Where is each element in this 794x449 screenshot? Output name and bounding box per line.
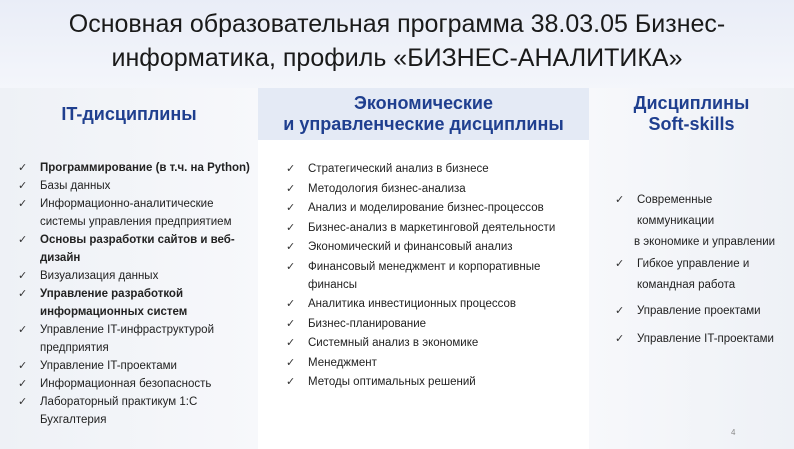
list-item: [286, 180, 586, 198]
list-item-text: [286, 354, 586, 372]
economic-header-line-2: и управленческие дисциплины: [283, 114, 564, 134]
list-item: [615, 301, 793, 322]
list-item-line: дизайн: [40, 252, 81, 264]
list-item: [286, 373, 586, 391]
list-item-text: [18, 231, 258, 267]
list-item-text: [18, 177, 258, 195]
list-item-text: [286, 238, 586, 256]
softskills-column-header: [589, 88, 794, 140]
list-item-line: информационных систем: [40, 306, 188, 318]
list-item-text: [18, 285, 258, 321]
list-item-line: Базы данных: [40, 180, 111, 192]
list-item-line: Лабораторный практикум 1:С: [40, 396, 198, 408]
check-icon: ✓: [18, 198, 28, 210]
list-item-text: [18, 375, 258, 393]
list-item: [286, 219, 586, 237]
list-item: [18, 393, 258, 429]
list-item-line: командная работа: [637, 279, 736, 291]
list-item: [18, 285, 258, 321]
softskills-header-line-2: Soft-skills: [648, 114, 735, 134]
title-line-2: информатика, профиль «БИЗНЕС-АНАЛИТИКА»: [111, 44, 683, 72]
list-item-line: Методология бизнес-анализа: [308, 182, 466, 195]
economic-disciplines-list: [286, 160, 586, 393]
list-item-line: Бизнес-анализ в маркетинговой деятельности: [308, 221, 556, 234]
check-icon: ✓: [18, 360, 28, 372]
list-item-text: [615, 254, 793, 296]
list-item-line: Управление разработкой: [40, 288, 184, 300]
check-icon: ✓: [615, 194, 625, 206]
check-icon: ✓: [286, 202, 296, 214]
list-item-text: [18, 321, 258, 357]
list-item: [286, 334, 586, 352]
list-item-text: [18, 267, 258, 285]
list-item-text: [18, 393, 258, 429]
check-icon: ✓: [18, 396, 28, 408]
list-item: [286, 258, 586, 294]
list-item-text: [286, 315, 586, 333]
check-icon: ✓: [286, 376, 296, 388]
economic-column-header: [258, 88, 589, 140]
list-item: [18, 267, 258, 285]
page-number: 4: [731, 428, 736, 437]
list-item-line: Управление IT-проектами: [637, 333, 774, 345]
list-item-line: Анализ и моделирование бизнес-процессов: [308, 202, 544, 214]
list-item: [286, 295, 586, 313]
list-item-line: Методы оптимальных решений: [308, 376, 476, 388]
check-icon: ✓: [286, 182, 296, 195]
check-icon: ✓: [286, 337, 296, 349]
list-item: [18, 321, 258, 357]
list-item: [18, 177, 258, 195]
title-line-1: Основная образовательная программа 38.03.05 Бизнес-: [68, 10, 726, 38]
check-icon: ✓: [18, 288, 28, 300]
check-icon: ✓: [286, 356, 296, 369]
list-item-text: [18, 159, 258, 177]
economic-header-line-1: Экономические: [354, 93, 493, 113]
check-icon: ✓: [18, 378, 28, 390]
list-item-text: [286, 334, 586, 352]
softskills-list: [615, 190, 793, 350]
list-item: [18, 357, 258, 375]
list-item-text: [286, 295, 586, 313]
list-item-line: Экономический и финансовый анализ: [308, 241, 513, 253]
check-icon: ✓: [615, 305, 625, 317]
check-icon: ✓: [286, 298, 296, 310]
list-item: [615, 254, 793, 296]
list-item-line: Программирование (в т.ч. на Python): [40, 162, 250, 174]
it-column-header: [0, 88, 258, 140]
check-icon: ✓: [18, 324, 28, 336]
list-item-line: Бухгалтерия: [40, 414, 107, 426]
list-item-text: [18, 357, 258, 375]
list-item-text: [286, 373, 586, 391]
list-item: [18, 195, 258, 231]
list-item-line: Бизнес-планирование: [308, 317, 427, 330]
list-item-text: [615, 329, 793, 350]
check-icon: ✓: [286, 241, 296, 253]
list-item-line: финансы: [308, 278, 357, 291]
slide-title: [0, 0, 794, 90]
check-icon: ✓: [18, 180, 28, 192]
list-item-line: Информационно-аналитические: [40, 198, 214, 210]
list-item-line: в экономике и управлении: [634, 236, 776, 248]
check-icon: ✓: [615, 258, 625, 270]
list-item: [615, 329, 793, 350]
list-item-line: Визуализация данных: [40, 270, 159, 282]
list-item-line: Управление IT-инфраструктурой: [40, 324, 214, 336]
list-item-text: [286, 219, 586, 237]
list-item: [286, 315, 586, 333]
list-item-text: [615, 190, 793, 253]
list-item-text: [286, 258, 586, 294]
list-item-line: Менеджмент: [308, 356, 377, 369]
list-item-line: Современные: [637, 194, 713, 206]
it-header-line: IT-дисциплины: [61, 103, 197, 124]
check-icon: ✓: [18, 234, 28, 246]
check-icon: ✓: [286, 317, 296, 330]
list-item-text: [18, 195, 258, 231]
softskills-header-line-1: Дисциплины: [633, 93, 750, 113]
list-item-text: [286, 180, 586, 198]
list-item-text: [286, 160, 586, 178]
list-item-line: Аналитика инвестиционных процессов: [308, 298, 517, 310]
list-item-line: системы управления предприятием: [40, 216, 232, 228]
list-item: [286, 160, 586, 178]
list-item: [286, 354, 586, 372]
list-item: [286, 199, 586, 217]
check-icon: ✓: [18, 270, 28, 282]
check-icon: ✓: [18, 162, 28, 174]
list-item-line: предприятия: [40, 342, 109, 354]
list-item: [18, 231, 258, 267]
list-item: [615, 190, 793, 253]
list-item-line: Гибкое управление и: [637, 258, 750, 270]
it-disciplines-list: [18, 159, 258, 429]
list-item: [18, 375, 258, 393]
list-item-line: Основы разработки сайтов и веб-: [40, 234, 235, 246]
check-icon: ✓: [286, 221, 296, 234]
list-item-line: Управление проектами: [637, 305, 761, 317]
list-item-line: Стратегический анализ в бизнесе: [308, 163, 489, 175]
list-item-line: Управление IT-проектами: [40, 360, 177, 372]
check-icon: ✓: [615, 333, 625, 345]
list-item-text: [286, 199, 586, 217]
check-icon: ✓: [286, 260, 296, 273]
list-item: [286, 238, 586, 256]
list-item-line: Системный анализ в экономике: [308, 337, 479, 349]
list-item-text: [615, 301, 793, 322]
check-icon: ✓: [286, 163, 296, 175]
list-item-line: Финансовый менеджмент и корпоративные: [308, 260, 541, 273]
list-item-line: Информационная безопасность: [40, 378, 212, 390]
list-item: [18, 159, 258, 177]
list-item-line: коммуникации: [637, 215, 715, 227]
